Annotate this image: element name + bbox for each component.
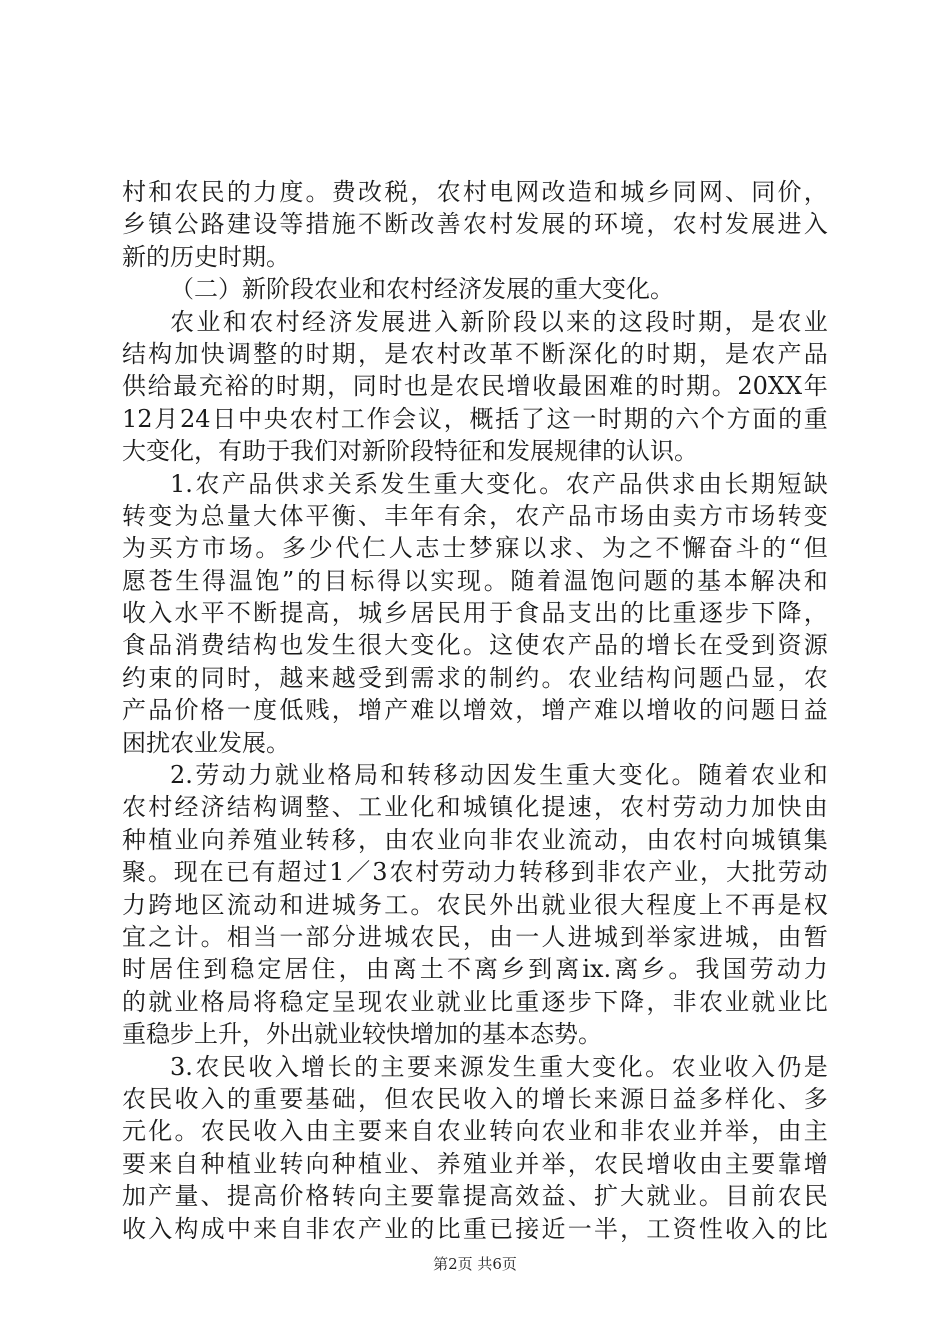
text-line: 转 变 为 总 量 大 体 平 衡 、 丰 年 有 余 ， 农 产 品 市 场 由 卖 方 市 场 转 变 bbox=[122, 501, 828, 530]
text-line: 大变化，有助于我们对新阶段特征和发展规律的认识。 bbox=[122, 437, 698, 466]
text-line: 产 品 价 格 一 度 低 贱 ， 增 产 难 以 增 效 ， 增 产 难 以 增 收 的 问 题 日 益 bbox=[122, 696, 828, 725]
text-line: 加 产 量 、 提 高 价 格 转 向 主 要 靠 提 高 效 益 、 扩 大 就 业 。 目 前 农 民 bbox=[122, 1182, 828, 1211]
text-line: 村 和 农 民 的 力 度 。 费 改 税 ， 农 村 电 网 改 造 和 城 乡 同 网 、 同 价 ， bbox=[122, 178, 828, 206]
text-line: 聚 。 现 在 已 有 超 过 1 ／ 3 农 村 劳 动 力 转 移 到 非 农 产 业 ， 大 批 劳 动 bbox=[122, 858, 828, 887]
text-line: 1. 农 产 品 供 求 关 系 发 生 重 大 变 化 。 农 产 品 供 求 由 长 期 短 缺 bbox=[170, 469, 828, 498]
text-line: 结 构 加 快 调 整 的 时 期 ， 是 农 村 改 革 不 断 深 化 的 时 期 ， 是 农 产 品 bbox=[122, 339, 828, 368]
text-line: 农 村 经 济 结 构 调 整 、 工 业 化 和 城 镇 化 提 速 ， 农 村 劳 动 力 加 快 由 bbox=[122, 793, 828, 822]
text-line: 困扰农业发展。 bbox=[122, 728, 290, 757]
document-body bbox=[122, 176, 828, 1245]
text-line: 时 居 住 到 稳 定 居 住 ， 由 离 土 不 离 乡 到 离 ix. 离 乡 。 我 国 劳 动 力 bbox=[122, 955, 828, 984]
text-line: 新的历史时期。 bbox=[122, 242, 290, 271]
text-line: 3. 农 民 收 入 增 长 的 主 要 来 源 发 生 重 大 变 化 。 农 业 收 入 仍 是 bbox=[170, 1052, 828, 1081]
text-line: 收 入 水 平 不 断 提 高 ， 城 乡 居 民 用 于 食 品 支 出 的 比 重 逐 步 下 降 ， bbox=[122, 599, 828, 628]
text-line: 约 束 的 同 时 ， 越 来 越 受 到 需 求 的 制 约 。 农 业 结 构 问 题 凸 显 ， 农 bbox=[122, 663, 828, 692]
text-line: 食 品 消 费 结 构 也 发 生 很 大 变 化 。 这 使 农 产 品 的 增 长 在 受 到 资 源 bbox=[122, 631, 828, 660]
text-line: 12 月 24 日 中 央 农 村 工 作 会 议 ， 概 括 了 这 一 时 期 的 六 个 方 面 的 重 bbox=[122, 404, 828, 433]
text-line: 愿 苍 生 得 温 饱 ” 的 目 标 得 以 实 现 。 随 着 温 饱 问 题 的 基 本 解 决 和 bbox=[122, 566, 828, 595]
text-line: 种 植 业 向 养 殖 业 转 移 ， 由 农 业 向 非 农 业 流 动 ， 由 农 村 向 城 镇 集 bbox=[122, 825, 828, 854]
text-line: 要 来 自 种 植 业 转 向 种 植 业 、 养 殖 业 并 举 ， 农 民 增 收 由 主 要 靠 增 bbox=[122, 1149, 828, 1178]
text-line: 供 给 最 充 裕 的 时 期 ， 同 时 也 是 农 民 增 收 最 困 难 的 时 期 。 20XX 年 bbox=[122, 372, 828, 401]
text-line: 的 就 业 格 局 将 稳 定 呈 现 农 业 就 业 比 重 逐 步 下 降 ， 非 农 业 就 业 比 bbox=[122, 987, 828, 1016]
text-line: （二）新阶段农业和农村经济发展的重大变化。 bbox=[170, 275, 674, 304]
text-line: 乡 镇 公 路 建 设 等 措 施 不 断 改 善 农 村 发 展 的 环 境 ， 农 村 发 展 进 入 bbox=[122, 210, 828, 239]
text-line: 力 跨 地 区 流 动 和 进 城 务 工 。 农 民 外 出 就 业 很 大 程 度 上 不 再 是 权 bbox=[122, 890, 828, 919]
text-line: 2. 劳 动 力 就 业 格 局 和 转 移 动 因 发 生 重 大 变 化 。 随 着 农 业 和 bbox=[170, 761, 828, 790]
text-line: 为 买 方 市 场 。 多 少 代 仁 人 志 士 梦 寐 以 求 、 为 之 不 懈 奋 斗 的 “ 但 bbox=[122, 534, 828, 563]
text-line: 农 民 收 入 的 重 要 基 础 ， 但 农 民 收 入 的 增 长 来 源 日 益 多 样 化 、 多 bbox=[122, 1084, 828, 1113]
page-footer: 第2页 共6页 bbox=[433, 1255, 517, 1273]
text-line: 收 入 构 成 中 来 自 非 农 产 业 的 比 重 已 接 近 一 半 ， 工 资 性 收 入 的 比 bbox=[122, 1214, 828, 1243]
text-line: 宜 之 计 。 相 当 一 部 分 进 城 农 民 ， 由 一 人 进 城 到 举 家 进 城 ， 由 暂 bbox=[122, 922, 828, 951]
text-line: 农 业 和 农 村 经 济 发 展 进 入 新 阶 段 以 来 的 这 段 时 期 ， 是 农 业 bbox=[170, 307, 828, 336]
text-line: 重稳步上升，外出就业较快增加的基本态势。 bbox=[122, 1020, 602, 1049]
text-line: 元 化 。 农 民 收 入 由 主 要 来 自 农 业 转 向 农 业 和 非 农 业 并 举 ， 由 主 bbox=[122, 1117, 828, 1146]
